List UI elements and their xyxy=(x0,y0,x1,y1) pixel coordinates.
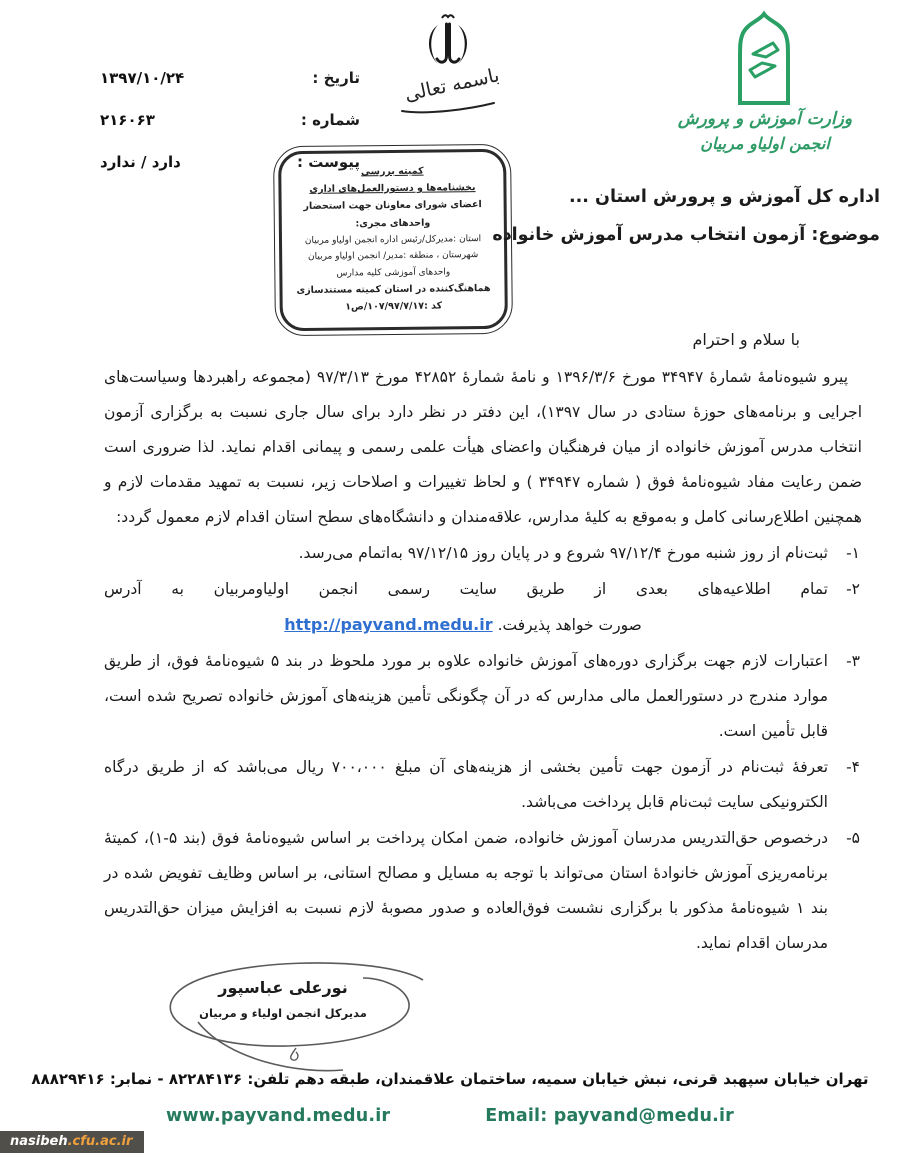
item-text: اعتبارات لازم جهت برگزاری دوره‌های آموزش خانواده علاوه بر مورد ملحوظ در بند ۵ شیوه‌نامهٔ فوق، از طریق موارد مندرج در دستورالعمل مالی مدارس که در آن چگونگی تأمین هزینه‌های آموزش خانواده تصریح شده است، قابل تأمین است. xyxy=(104,652,828,740)
item-number: ۳- xyxy=(846,652,860,670)
item-text: ثبت‌نام از روز شنبه مورخ ۹۷/۱۲/۴ شروع و در پایان روز ۹۷/۱۲/۱۵ به‌اتمام می‌رسد. xyxy=(298,544,828,562)
greeting-line: با سلام و احترام xyxy=(692,330,800,349)
item-text: تعرفهٔ ثبت‌نام در آزمون جهت تأمین بخشی از هزینه‌های آن مبلغ ۷۰۰،۰۰۰ ریال می‌باشد که از طریق درگاه الکترونیکی سایت ثبت‌نام قابل پرداخت می‌باشد. xyxy=(104,758,829,811)
stamp-code: کد :۱۰۷/۹۷/۷/۱۷/ص۱ xyxy=(345,300,443,313)
stamp-line: استان :مدیرکل/رئیس اداره انجمن اولیاو مربیان xyxy=(304,233,482,246)
watermark-domain: .cfu.ac.ir xyxy=(67,1134,133,1149)
date-value: ۱۳۹۷/۱۰/۲۴ xyxy=(100,69,185,87)
association-name: انجمن اولیاو مربیان xyxy=(700,134,830,153)
item-text: درخصوص حق‌التدریس مدرسان آموزش خانواده، ضمن امکان پرداخت بر اساس شیوه‌نامهٔ فوق (بند ۵-۱)، کمیتهٔ برنامه‌ریزی آموزش خانوادهٔ استان می‌تواند با توجه به مسایل و مصالح استانی، بر اساس وظایف تفویض شده در بند ۱ شیوه‌نامهٔ مذکور با برگزاری نشست فوق‌العاده و صدور مصوبهٔ لازم نسبت به افزایش میزان حق‌التدریس مدرسان اقدام نماید. xyxy=(104,829,828,952)
item-number: ۱- xyxy=(846,544,860,562)
recipient-block xyxy=(492,184,880,248)
payvand-link[interactable]: http://payvand.medu.ir xyxy=(284,615,493,634)
list-item xyxy=(104,750,862,820)
recipient-line: اداره کل آموزش و پرورش استان ... xyxy=(568,187,880,207)
letter-body xyxy=(104,360,862,961)
signature-block xyxy=(138,952,458,1082)
date-label: تاریخ : xyxy=(312,69,360,87)
item-number: ۵- xyxy=(846,829,860,847)
items-list xyxy=(104,536,862,961)
stamp-subtitle: بخشنامه‌ها و دستورالعمل‌های اداری xyxy=(309,182,476,196)
stamp-line: هماهنگ‌کننده در استان کمیته مستندسازی xyxy=(296,283,491,297)
item-text: تمام اطلاعیه‌های بعدی از طریق سایت رسمی انجمن اولیاومربیان به آدرس xyxy=(104,580,828,598)
date-row xyxy=(100,66,360,91)
item-number: ۲- xyxy=(846,580,860,598)
signer-title: مدیرکل انجمن اولیاء و مربیان xyxy=(199,1006,367,1020)
signer-name: نورعلی عباسپور xyxy=(218,978,348,997)
footer-website: www.payvand.medu.ir xyxy=(165,1106,391,1126)
iran-emblem-icon xyxy=(416,12,480,78)
stamp-title: کمیته بررسی xyxy=(360,165,424,178)
stamp-line: واحدهای مجری: xyxy=(355,217,431,229)
item-text-after-link: صورت خواهد پذیرفت. xyxy=(497,616,642,634)
attachment-label: پیوست : xyxy=(296,153,360,171)
number-row xyxy=(100,108,360,133)
list-item xyxy=(104,821,862,961)
attachment-value: دارد / ندارد xyxy=(100,153,181,171)
watermark-name: nasibeh xyxy=(10,1134,68,1149)
list-item xyxy=(104,536,862,571)
ministry-caption xyxy=(645,106,885,156)
item-link-line xyxy=(104,607,828,643)
footer-links xyxy=(0,1106,900,1126)
stamp-line: شهرستان ، منطقه :مدیر/ انجمن اولیاو مربیان xyxy=(307,250,479,263)
number-label: شماره : xyxy=(300,111,360,129)
ministry-name: وزارت آموزش و پرورش xyxy=(677,109,853,129)
number-value: ۲۱۶۰۶۳ xyxy=(100,111,155,129)
stamp-line: اعضای شورای معاونان جهت استحضار xyxy=(303,199,482,213)
footer-email: Email: payvand@medu.ir xyxy=(485,1106,735,1126)
stamp-line: واحدهای آموزشی کلیه مدارس xyxy=(336,267,451,279)
subject-line: موضوع: آزمون انتخاب مدرس آموزش خانواده xyxy=(492,225,880,245)
site-watermark xyxy=(0,1131,144,1153)
list-item xyxy=(104,644,862,749)
besmele-swash-icon xyxy=(398,100,498,119)
committee-stamp xyxy=(273,144,513,336)
ministry-logo-icon xyxy=(732,10,796,112)
intro-paragraph: پیرو شیوه‌نامهٔ شمارهٔ ۳۴۹۴۷ مورخ ۱۳۹۶/۳/۶ و نامهٔ شمارهٔ ۴۲۸۵۲ مورخ ۹۷/۳/۱۳ (مجموعه راهبردها وسیاست‌های اجرایی و برنامه‌های حوزهٔ ستادی در سال ۱۳۹۷)، این دفتر در نظر دارد برای سال جاری نسبت به برگزاری آزمون انتخاب مدرس آموزش خانواده از میان فرهنگیان واعضای هیأت علمی رسمی و پیمانی اقدام نماید. لذا ضروری است ضمن رعایت مفاد شیوه‌نامهٔ فوق ( شماره ۳۴۹۴۷ ) و لحاظ تغییرات و اصلاحات زیر، نسبت به تمهید مقدمات لازم و همچنین اطلاع‌رسانی کامل و به‌موقع به کلیهٔ مدارس، علاقه‌مندان و دانشگاه‌های سطح استان اقدام لازم معمول گردد: xyxy=(104,368,862,526)
committee-stamp-inner xyxy=(278,149,508,331)
besmele-text: باسمه تعالی xyxy=(402,64,502,106)
list-item xyxy=(104,572,862,643)
footer-address: تهران خیابان سپهبد قرنی، نبش خیابان سمیه، ساختمان علاقمندان، طبقه دهم تلفن: ۸۲۲۸۴۱۳۶ - نمابر: ۸۸۸۲۹۴۱۶ xyxy=(31,1070,869,1088)
item-number: ۴- xyxy=(846,758,860,776)
